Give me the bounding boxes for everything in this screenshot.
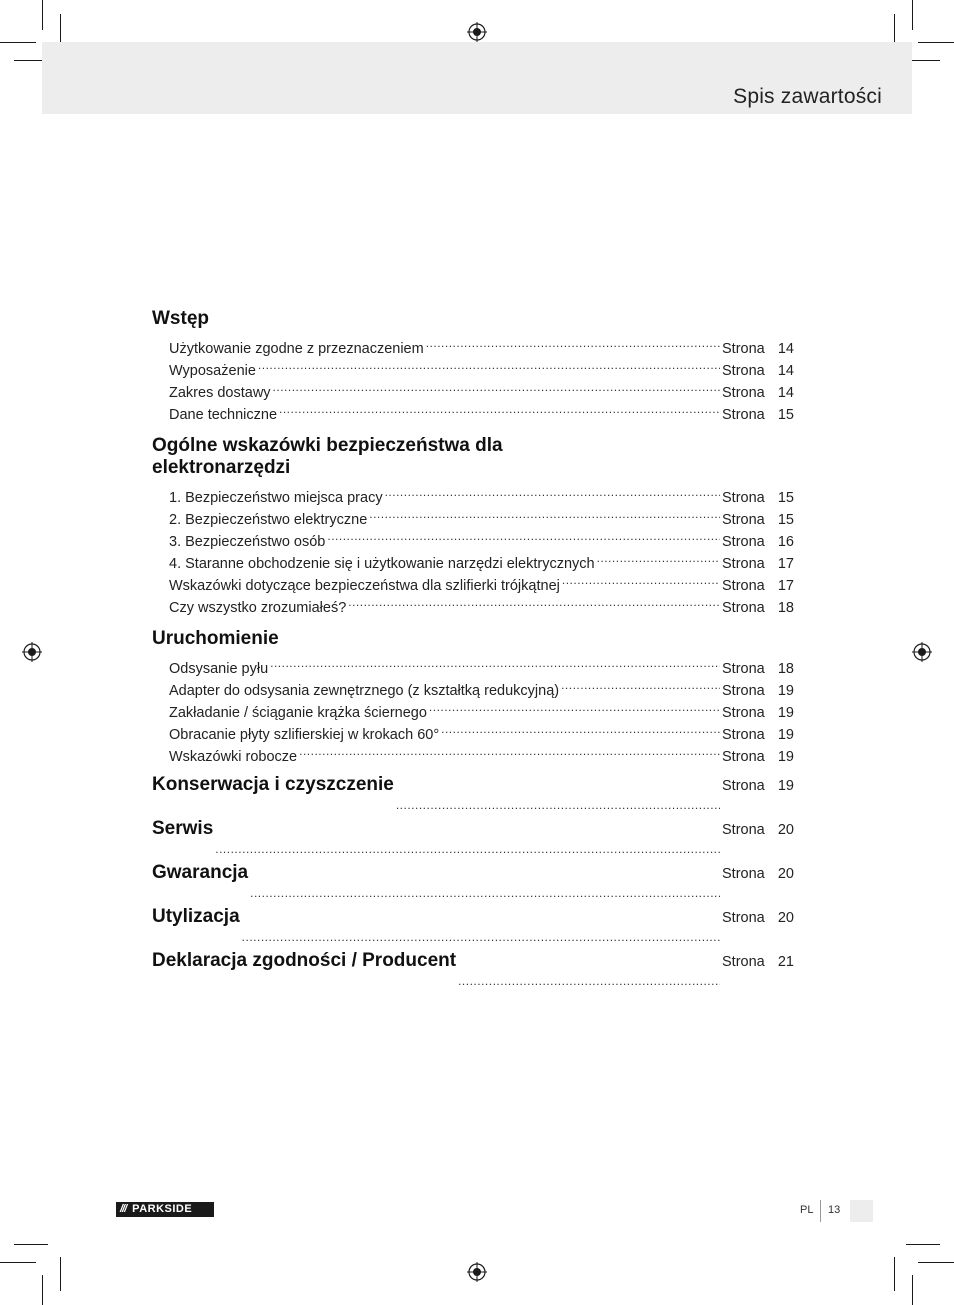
toc-entry-page: 17 <box>777 556 794 572</box>
toc-entry-strona: Strona <box>722 705 765 721</box>
toc-entry-konserwacja[interactable] <box>152 771 794 815</box>
dot-leader <box>348 590 720 612</box>
toc-entry-deklaracja[interactable] <box>152 947 794 991</box>
toc-entry-label: Odsysanie pyłu <box>169 661 269 677</box>
toc-entry-strona: Strona <box>722 512 765 528</box>
toc-entry-strona: Strona <box>722 661 765 677</box>
toc-entry-strona: Strona <box>722 866 765 882</box>
dot-leader <box>242 925 720 947</box>
registration-mark-icon <box>467 1262 487 1282</box>
registration-mark-icon <box>912 642 932 662</box>
toc-section-safety <box>152 435 794 616</box>
toc-entry-page: 19 <box>777 705 794 721</box>
toc-section-title: Ogólne wskazówki bezpieczeństwa dla <box>152 435 503 456</box>
toc-entry-label: 4. Staranne obchodzenie się i użytkowanie narzędzi elektrycznych <box>169 556 595 572</box>
dot-leader <box>597 546 720 568</box>
crop-mark <box>60 1257 61 1291</box>
toc-entry-strona: Strona <box>722 954 765 970</box>
toc-entry-label: Wskazówki robocze <box>169 749 298 765</box>
toc-entry-page: 21 <box>777 954 794 970</box>
toc-entry-page: 20 <box>777 866 794 882</box>
toc-section-wstep <box>152 308 794 423</box>
toc-entry-page: 19 <box>777 778 794 794</box>
dot-leader <box>429 695 720 717</box>
toc-entry-page: 20 <box>777 822 794 838</box>
toc-entry-page: 14 <box>777 363 794 379</box>
registration-mark-icon <box>467 22 487 42</box>
dot-leader <box>561 673 720 695</box>
toc-entry-strona: Strona <box>722 910 765 926</box>
dot-leader <box>250 881 720 903</box>
logo-brand: PARKSIDE <box>132 1203 193 1215</box>
dot-leader <box>327 524 720 546</box>
footer-divider <box>820 1200 821 1222</box>
toc-entry-page: 15 <box>777 407 794 423</box>
toc-entry[interactable] <box>152 480 794 506</box>
toc-section-title: elektronarzędzi <box>152 457 291 478</box>
toc-entry-label: Adapter do odsysania zewnętrznego (z kształtką redukcyjną) <box>169 683 560 699</box>
page-number: 13 <box>828 1204 841 1216</box>
crop-mark <box>912 1275 913 1305</box>
toc-entry-label: Czy wszystko zrozumiałeś? <box>169 600 347 616</box>
dot-leader <box>215 837 720 859</box>
dot-leader <box>270 651 720 673</box>
toc-entry-strona: Strona <box>722 749 765 765</box>
toc-entry-strona: Strona <box>722 727 765 743</box>
toc-entry-page: 15 <box>777 490 794 506</box>
toc-entry-utylizacja[interactable] <box>152 903 794 947</box>
toc-entry-page: 14 <box>777 341 794 357</box>
toc-entry-strona: Strona <box>722 407 765 423</box>
toc-section-title: Uruchomienie <box>152 628 279 649</box>
dot-leader <box>441 717 720 739</box>
toc-entry-label: Wskazówki dotyczące bezpieczeństwa dla szlifierki trójkątnej <box>169 578 560 594</box>
language-code: PL <box>800 1204 814 1216</box>
dot-leader <box>426 331 720 353</box>
toc-entry-strona: Strona <box>722 385 765 401</box>
toc-section-title: Wstęp <box>152 308 209 329</box>
toc-section-title: Serwis <box>152 818 214 839</box>
toc-entry-strona: Strona <box>722 778 765 794</box>
toc-entry-label: Dane techniczne <box>169 407 278 423</box>
dot-leader <box>562 568 720 590</box>
dot-leader <box>369 502 720 524</box>
footer-tab <box>850 1200 873 1222</box>
toc-section-title: Konserwacja i czyszczenie <box>152 774 394 795</box>
crop-mark <box>0 1262 36 1263</box>
toc-entry-page: 17 <box>777 578 794 594</box>
toc-section-title: Utylizacja <box>152 906 240 927</box>
toc-entry-strona: Strona <box>722 534 765 550</box>
dot-leader <box>385 480 720 502</box>
crop-mark <box>0 42 36 43</box>
toc-entry-strona: Strona <box>722 556 765 572</box>
toc-entry-label: Obracanie płyty szlifierskiej w krokach 60° <box>169 727 440 743</box>
toc-entry-label: Wyposażenie <box>169 363 256 379</box>
toc-entry-page: 14 <box>777 385 794 401</box>
toc-entry-label: Zakładanie / ściąganie krążka ściernego <box>169 705 427 721</box>
toc-entry-strona: Strona <box>722 578 765 594</box>
toc-entry-gwarancja[interactable] <box>152 859 794 903</box>
toc-entry-strona: Strona <box>722 341 765 357</box>
dot-leader <box>458 969 720 991</box>
crop-mark <box>42 1275 43 1305</box>
crop-mark <box>14 1244 48 1245</box>
toc-entry-serwis[interactable] <box>152 815 794 859</box>
crop-mark <box>918 1262 954 1263</box>
registration-mark-icon <box>22 642 42 662</box>
crop-mark <box>894 1257 895 1291</box>
toc-entry-page: 20 <box>777 910 794 926</box>
toc-entry-page: 19 <box>777 727 794 743</box>
toc-entry-page: 19 <box>777 683 794 699</box>
toc-entry-page: 16 <box>777 534 794 550</box>
dot-leader <box>279 397 720 419</box>
page-title: Spis zawartości <box>733 85 882 108</box>
toc-entry-strona: Strona <box>722 490 765 506</box>
toc-section-title: Gwarancja <box>152 862 249 883</box>
toc-entry-label: 2. Bezpieczeństwo elektryczne <box>169 512 368 528</box>
dot-leader <box>396 793 720 815</box>
crop-mark <box>42 0 43 30</box>
crop-mark <box>918 42 954 43</box>
toc-entry-label: 3. Bezpieczeństwo osób <box>169 534 326 550</box>
toc-entry-page: 15 <box>777 512 794 528</box>
toc-entry-page: 19 <box>777 749 794 765</box>
table-of-contents <box>152 308 794 991</box>
dot-leader <box>273 375 720 397</box>
parkside-logo <box>116 1202 214 1217</box>
logo-slashes: /// <box>120 1203 127 1215</box>
crop-mark <box>906 1244 940 1245</box>
toc-entry-strona: Strona <box>722 600 765 616</box>
toc-entry-strona: Strona <box>722 363 765 379</box>
toc-entry-page: 18 <box>777 600 794 616</box>
toc-entry-label: 1. Bezpieczeństwo miejsca pracy <box>169 490 383 506</box>
toc-entry-strona: Strona <box>722 822 765 838</box>
toc-section-uruchomienie <box>152 628 794 765</box>
toc-entry-label: Użytkowanie zgodne z przeznaczeniem <box>169 341 424 357</box>
dot-leader <box>299 739 720 761</box>
toc-entry-strona: Strona <box>722 683 765 699</box>
crop-mark <box>912 0 913 30</box>
toc-entry-page: 18 <box>777 661 794 677</box>
toc-entry[interactable] <box>152 651 794 677</box>
toc-entry[interactable] <box>152 331 794 357</box>
dot-leader <box>258 353 720 375</box>
toc-section-title: Deklaracja zgodności / Producent <box>152 950 457 971</box>
toc-entry-label: Zakres dostawy <box>169 385 271 401</box>
